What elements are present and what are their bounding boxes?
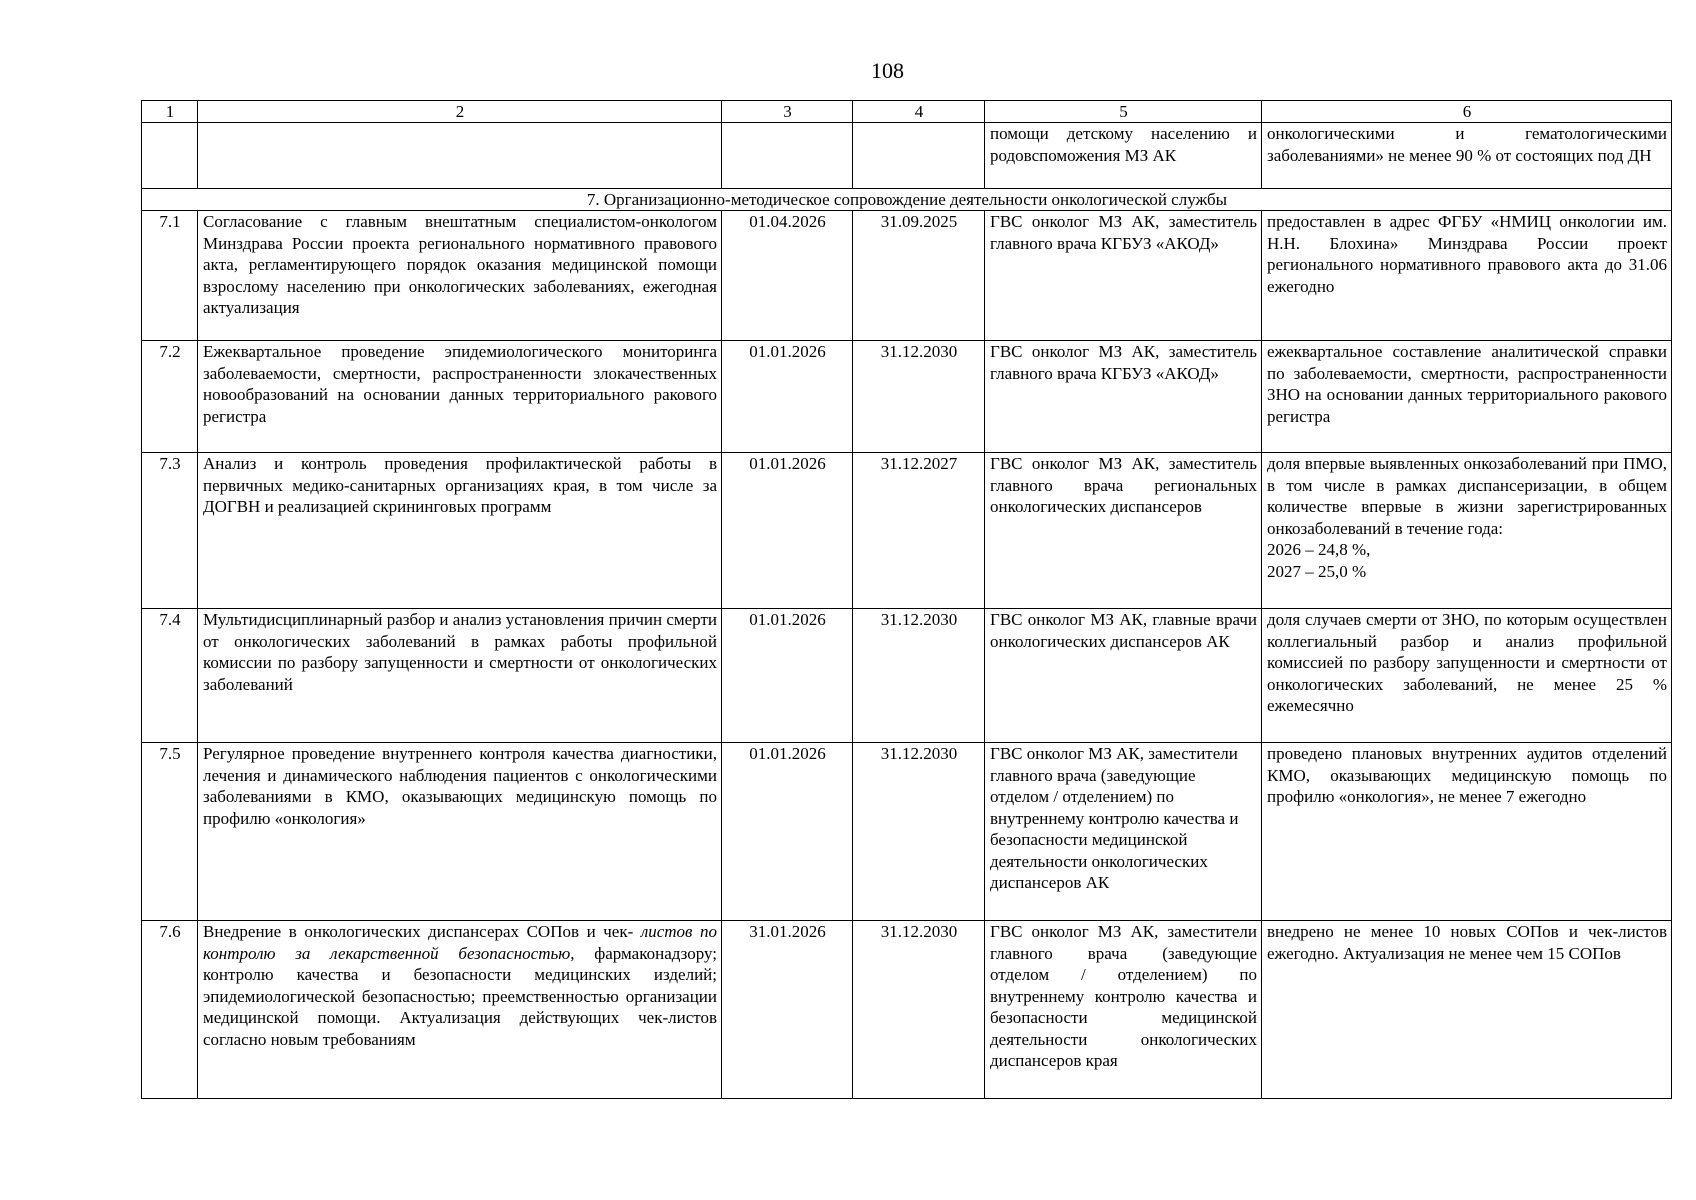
column-header-5: 5 xyxy=(985,101,1262,123)
start-date: 01.01.2026 xyxy=(722,609,853,743)
continuation-row xyxy=(142,123,1672,189)
expected-result: предоставлен в адрес ФГБУ «НМИЦ онкологии им. Н.Н. Блохина» Минздрава России проект регионального нормативного правового акта до 31.06 ежегодно xyxy=(1262,211,1672,341)
column-header-6: 6 xyxy=(1262,101,1672,123)
column-header-3: 3 xyxy=(722,101,853,123)
activity-text-part-2: листов по контролю за лекарственной безопасностью, xyxy=(203,922,717,963)
responsible: ГВС онколог МЗ АК, заместитель главного врача КГБУЗ «АКОД» xyxy=(985,211,1262,341)
expected-result xyxy=(1262,453,1672,609)
end-date: 31.12.2030 xyxy=(853,743,985,921)
result-text: доля впервые выявленных онкозаболеваний при ПМО, в том числе в рамках диспансеризации, в общем количестве впервые в жизни зарегистрированных онкозаболеваний в течение года: xyxy=(1267,454,1667,538)
row-number: 7.6 xyxy=(142,921,198,1099)
table-row xyxy=(142,743,1672,921)
row-number: 7.1 xyxy=(142,211,198,341)
activity-description: Ежеквартальное проведение эпидемиологического мониторинга заболеваемости, смертности, распространенности злокачественных новообразований на основании данных территориального ракового регистра xyxy=(198,341,722,453)
row-number: 7.2 xyxy=(142,341,198,453)
column-header-2: 2 xyxy=(198,101,722,123)
table-row xyxy=(142,453,1672,609)
section-title: 7. Организационно-методическое сопровождение деятельности онкологической службы xyxy=(142,189,1672,211)
table-row xyxy=(142,341,1672,453)
cell-empty xyxy=(198,123,722,189)
end-date: 31.12.2030 xyxy=(853,921,985,1099)
column-header-1: 1 xyxy=(142,101,198,123)
row-number: 7.3 xyxy=(142,453,198,609)
activity-description xyxy=(198,921,722,1099)
plan-table xyxy=(141,100,1672,1099)
row-number: 7.4 xyxy=(142,609,198,743)
result-target-2027: 2027 – 25,0 % xyxy=(1267,561,1367,581)
start-date: 01.01.2026 xyxy=(722,453,853,609)
expected-result: внедрено не менее 10 новых СОПов и чек-листов ежегодно. Актуализация не менее чем 15 СОПов xyxy=(1262,921,1672,1099)
activity-description: Мультидисциплинарный разбор и анализ установления причин смерти от онкологических заболеваний в рамках работы профильной комиссии по разбору запущенности и смертности от онкологических заболеваний xyxy=(198,609,722,743)
responsible: ГВС онколог МЗ АК, заместители главного врача (заведующие отделом / отделением) по внутреннему контролю качества и безопасности медицинской деятельности онкологических диспансеров АК xyxy=(985,743,1262,921)
cell-empty xyxy=(853,123,985,189)
expected-result: проведено плановых внутренних аудитов отделений КМО, оказывающих медицинскую помощь по профилю «онкология», не менее 7 ежегодно xyxy=(1262,743,1672,921)
responsible: ГВС онколог МЗ АК, заместитель главного врача региональных онкологических диспансеров xyxy=(985,453,1262,609)
column-header-4: 4 xyxy=(853,101,985,123)
activity-description: Анализ и контроль проведения профилактической работы в первичных медико-санитарных организациях края, в том числе за ДОГВН и реализацией скрининговых программ xyxy=(198,453,722,609)
table-row xyxy=(142,609,1672,743)
page-number: 108 xyxy=(871,58,904,83)
activity-text-part-3: фармаконадзору; контролю качества и безопасности медицинских изделий; эпидемиологической безопасностью; преемственностью организации медицинской помощи. Актуализация действующих чек-листов согласно новым требованиям xyxy=(203,943,718,1049)
responsible: ГВС онколог МЗ АК, главные врачи онкологических диспансеров АК xyxy=(985,609,1262,743)
responsible: ГВС онколог МЗ АК, заместители главного врача (заведующие отделом / отделением) по внутреннему контролю качества и безопасности медицинской деятельности онкологических диспансеров края xyxy=(985,921,1262,1099)
end-date: 31.12.2027 xyxy=(853,453,985,609)
activity-description: Согласование с главным внештатным специалистом-онкологом Минздрава России проекта регионального нормативного правового акта, регламентирующего порядок оказания медицинской помощи взрослому населению при онкологических заболеваниях, ежегодная актуализация xyxy=(198,211,722,341)
end-date: 31.12.2030 xyxy=(853,609,985,743)
result-target-2026: 2026 – 24,8 %, xyxy=(1267,540,1371,559)
section-row xyxy=(142,189,1672,211)
continuation-result: онкологическими и гематологическими заболеваниями» не менее 90 % от состоящих под ДН xyxy=(1262,123,1672,189)
continuation-responsible: помощи детскому населению и родовспоможения МЗ АК xyxy=(985,123,1262,189)
activity-description: Регулярное проведение внутреннего контроля качества диагностики, лечения и динамического наблюдения пациентов с онкологическими заболеваниями в КМО, оказывающих медицинскую помощь по профилю «онкология» xyxy=(198,743,722,921)
start-date: 01.01.2026 xyxy=(722,341,853,453)
row-number: 7.5 xyxy=(142,743,198,921)
expected-result: ежеквартальное составление аналитической справки по заболеваемости, смертности, распространенности ЗНО на основании данных территориального ракового регистра xyxy=(1262,341,1672,453)
table-row xyxy=(142,211,1672,341)
header-row xyxy=(142,101,1672,123)
start-date: 31.01.2026 xyxy=(722,921,853,1099)
activity-text-part-1: Внедрение в онкологических диспансерах СОПов и чек- xyxy=(203,922,634,941)
cell-empty xyxy=(722,123,853,189)
table-row xyxy=(142,921,1672,1099)
cell-empty xyxy=(142,123,198,189)
expected-result: доля случаев смерти от ЗНО, по которым осуществлен коллегиальный разбор и анализ профильной комиссией по разбору запущенности и смертности от онкологических заболеваний, не менее 25 % ежемесячно xyxy=(1262,609,1672,743)
start-date: 01.04.2026 xyxy=(722,211,853,341)
start-date: 01.01.2026 xyxy=(722,743,853,921)
end-date: 31.12.2030 xyxy=(853,341,985,453)
end-date: 31.09.2025 xyxy=(853,211,985,341)
responsible: ГВС онколог МЗ АК, заместитель главного врача КГБУЗ «АКОД» xyxy=(985,341,1262,453)
